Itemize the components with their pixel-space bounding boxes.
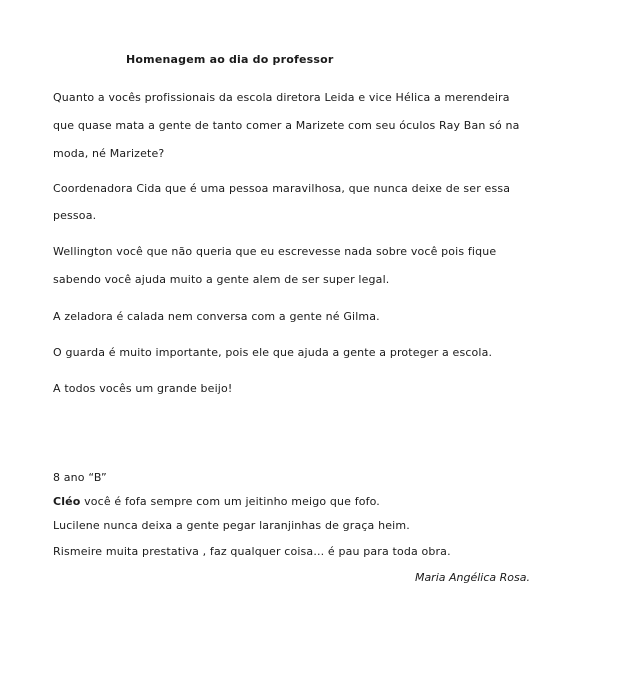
class-label: 8 ano “B” bbox=[53, 471, 107, 484]
signature: Maria Angélica Rosa. bbox=[414, 571, 530, 584]
cleo-name: Cléo bbox=[53, 495, 81, 508]
paragraph-1-line-1: Quanto a vocês profissionais da escola diretora Leida e vice Hélica a merendeira bbox=[53, 91, 510, 104]
paragraph-5: O guarda é muito importante, pois ele que ajuda a gente a proteger a escola. bbox=[53, 346, 493, 359]
paragraph-3-line-1: Wellington você que não queria que eu escrevesse nada sobre você pois fique bbox=[53, 245, 497, 258]
paragraph-1-line-2: que quase mata a gente de tanto comer a Marizete com seu óculos Ray Ban só na bbox=[53, 119, 520, 132]
paragraph-2-line-2: pessoa. bbox=[53, 209, 97, 222]
paragraph-4: A zeladora é calada nem conversa com a gente né Gilma. bbox=[53, 310, 380, 323]
lucilene-line: Lucilene nunca deixa a gente pegar laranjinhas de graça heim. bbox=[53, 519, 410, 532]
rismeire-line: Rismeire muita prestativa , faz qualquer coisa... é pau para toda obra. bbox=[53, 545, 451, 558]
document-title: Homenagem ao dia do professor bbox=[126, 53, 334, 66]
paragraph-2-line-1: Coordenadora Cida que é uma pessoa maravilhosa, que nunca deixe de ser essa bbox=[53, 182, 511, 195]
paragraph-6: A todos vocês um grande beijo! bbox=[53, 382, 233, 395]
cleo-line bbox=[53, 495, 380, 508]
paragraph-3-line-2: sabendo você ajuda muito a gente alem de ser super legal. bbox=[53, 273, 390, 286]
paragraph-1-line-3: moda, né Marizete? bbox=[53, 147, 165, 160]
cleo-text: você é fofa sempre com um jeitinho meigo que fofo. bbox=[80, 495, 380, 508]
